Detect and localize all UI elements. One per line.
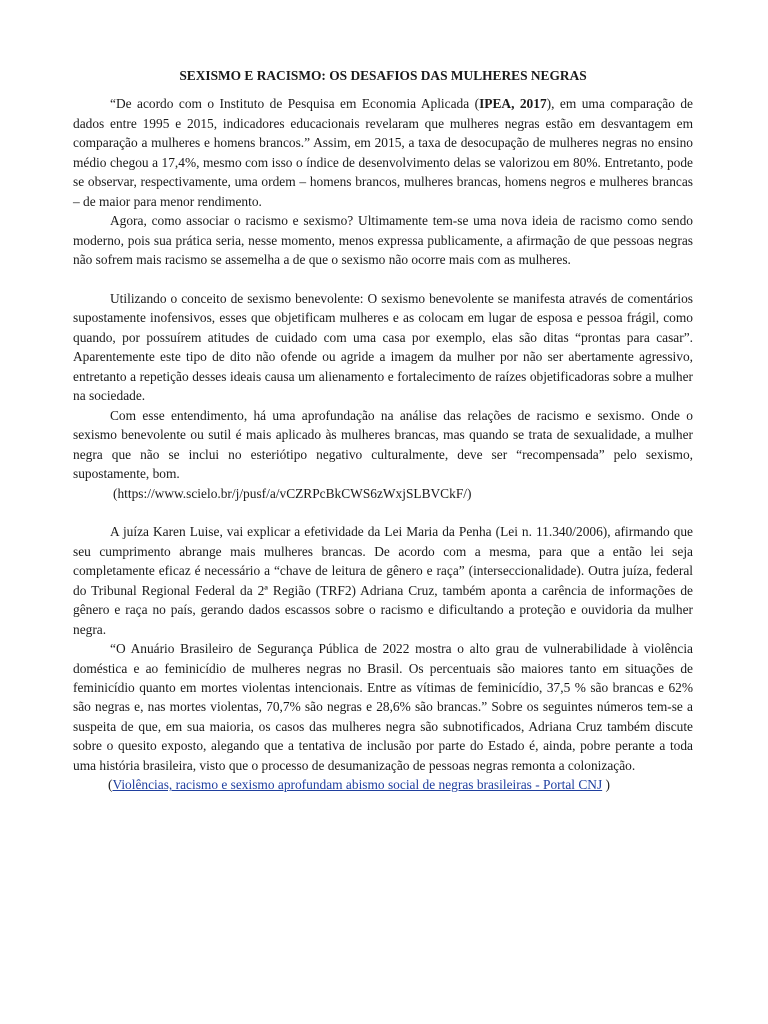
paragraph-judge-karen: A juíza Karen Luise, vai explicar a efetividade da Lei Maria da Penha (Lei n. 11.340/2006), afirmando que seu cumprimento abrange mais mulheres brancas. De acordo com a mesma, para que a então lei seja completamente eficaz é necessário a “chave de leitura de gênero e raça” (interseccionalidade). Outra juíza, federal do Tribunal Regional Federal da 2ª Região (TRF2) Adriana Cruz, também aponta a carência de informações de gênero e raça no país, gerando dados escassos sobre o racismo e dificultando a proteção e ouvidoria da mulher negra.	[73, 524, 693, 637]
source-open-paren: (	[108, 777, 113, 793]
document-page	[73, 66, 693, 795]
citation-ipea: IPEA, 2017	[479, 96, 547, 112]
source-line	[73, 775, 693, 794]
paragraph-understanding: Com esse entendimento, há uma aprofundação na análise das relações de racismo e sexismo. Onde o sexismo benevolente ou sutil é mais aplicado às mulheres brancas, mas quando se trata de sexualidade, a mulher negra que não se inclui no esteriótipo negativo culturalmente, deve ser “recompensada” pelo sexismo, supostamente, bom.	[73, 407, 693, 482]
source-close-paren: )	[602, 777, 610, 793]
paragraph-anuario: “O Anuário Brasileiro de Segurança Pública de 2022 mostra o alto grau de vulnerabilidade à violência doméstica e ao feminicídio de mulheres negras no Brasil. Os percentuais são maiores tanto em situações de feminicídio quanto em mortes violentas intencionais. Entre as vítimas de feminicídio, 37,5 % são brancas e 62% são negras e, nas mortes violentas, 70,7% são negras e 28,6% são brancas.” Sobre os seguintes números tem-se a suspeita de que, em sua maioria, os casos das mulheres negra são subnotificados, Adriana Cruz também discute sobre o quesito exposto, alegando que a tentativa de inclusão por parte do Estado é, ainda, pobre perante a toda uma história brasileira, visto que o processo de desumanização de pessoas negras remonta a colonização.	[73, 641, 693, 773]
paragraph-racism-sexism: Agora, como associar o racismo e sexismo? Ultimamente tem-se uma nova ideia de racismo como sendo moderno, pois sua prática seria, nesse momento, menos expressa publicamente, a afirmação de que pessoas negras não sofrem mais racismo se assemelha a de que o sexismo não ocorre mais com as mulheres.	[73, 213, 693, 268]
blank-line	[73, 270, 693, 289]
paragraph-benevolent-sexism: Utilizando o conceito de sexismo benevolente: O sexismo benevolente se manifesta através de comentários supostamente inofensivos, esses que objetificam mulheres e as colocam em lugar de esposa e pessoa frágil, como quando, por possuírem atitudes de cuidado com uma casa por exemplo, elas são ditas “prontas para casar”. Aparentemente este tipo de dito não ofende ou agride a imagem da mulher por não ser abertamente agressivo, entretanto a repetição desses ideais causa um alienamento e fortalecimento de raízes objetificadoras sobre a mulher na sociedade.	[73, 290, 693, 404]
document-title: SEXISMO E RACISMO: OS DESAFIOS DAS MULHERES NEGRAS	[179, 68, 587, 83]
paragraph-ipea-text-start: “De acordo com o Instituto de Pesquisa em Economia Aplicada (	[110, 96, 480, 112]
scielo-url: (https://www.scielo.br/j/pusf/a/vCZRPcBkCWS6zWxjSLBVCkF/)	[113, 485, 472, 501]
paragraph-ipea-text-end: ), em uma comparação de dados entre 1995 e 2015, indicadores educacionais revelaram que mulheres negras estão em desvantagem em comparação a mulheres e homens brancos.” Assim, em 2015, a taxa de desocupação de mulheres negras no ensino médio chegou a 17,4%, mesmo com isso o índice de desenvolvimento delas se valorizou em 80%. Entretanto, pode se observar, respectivamente, uma ordem – homens brancos, mulheres brancas, homens negros e mulheres brancas – de maior para menor rendimento.	[73, 96, 693, 209]
cnj-source-link[interactable]: Violências, racismo e sexismo aprofundam abismo social de negras brasileiras - Portal CNJ	[112, 777, 603, 793]
paragraph-ipea	[73, 94, 693, 211]
blank-line	[73, 503, 693, 522]
